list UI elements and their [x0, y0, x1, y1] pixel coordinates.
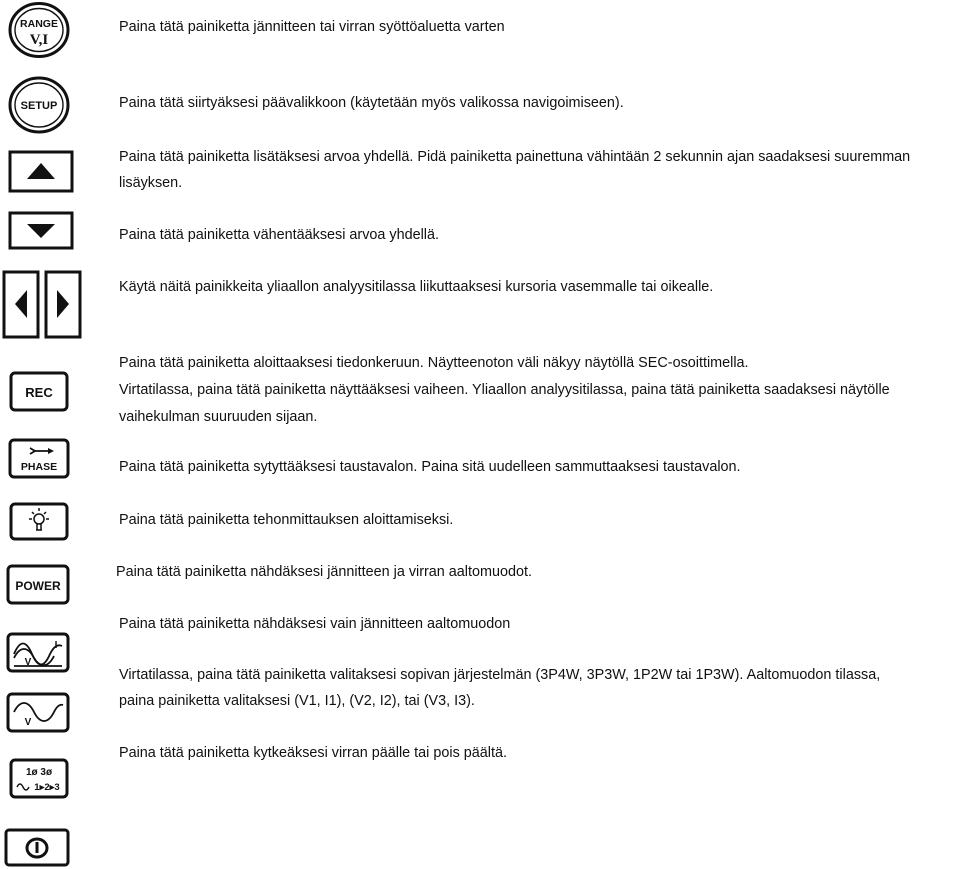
right-arrow-button[interactable] [44, 270, 82, 340]
vi-label: V,I [29, 32, 49, 48]
phase-description: Paina tätä painiketta sytyttääksesi taustavalon. Paina sitä uudelleen sammuttaaksesi taustavalon. [119, 459, 741, 475]
leftright-description: Käytä näitä painikkeita yliaallon analyysitilassa liikuttaaksesi kursoria vasemmalle tai oikealle. [119, 279, 714, 295]
power-label: POWER [15, 579, 61, 593]
left-arrow-button[interactable] [2, 270, 40, 340]
setup-button[interactable] [8, 76, 70, 134]
waveform-vi-i-label: I [54, 640, 58, 651]
waveform-v-v-label: V [24, 717, 32, 728]
rec-label: REC [25, 385, 53, 400]
phase-select-top-label: 1ø 3ø [25, 767, 53, 778]
rec-description-line1: Paina tätä painiketta aloittaaksesi tiedonkeruun. Näytteenoton väli näkyy näytöllä SEC-osoittimella. [119, 355, 749, 371]
range-description: Paina tätä painiketta jännitteen tai virran syöttöaluetta varten [119, 19, 505, 35]
down-description: Paina tätä painiketta vähentääksesi arvoa yhdellä. [119, 227, 440, 243]
rec-description-line2: Virtatilassa, paina tätä painiketta näyttääksesi vaiheen. Yliaallon analyysitilassa, paina tätä painiketta saadaksesi näytölle [119, 382, 890, 398]
waveform-vi-v-label: V [24, 657, 32, 668]
phase-button[interactable] [8, 438, 70, 480]
waveform-v-button[interactable] [6, 692, 70, 734]
up-description-line1: Paina tätä painiketta lisätäksesi arvoa yhdellä. Pidä painiketta painettuna vähintään 2 sekunnin ajan saadaksesi suuremman [119, 149, 911, 165]
waveform-vi-button[interactable] [6, 632, 70, 674]
phase-select-description: Paina tätä painiketta kytkeäksesi virran päälle tai pois päältä. [119, 745, 507, 761]
waveform-vi-description: Paina tätä painiketta nähdäksesi vain jännitteen aaltomuodon [119, 616, 511, 632]
power-description: Paina tätä painiketta nähdäksesi jännitteen ja virran aaltomuodot. [116, 564, 533, 580]
setup-label: SETUP [20, 100, 58, 112]
range-label: RANGE [20, 18, 58, 30]
setup-description: Paina tätä siirtyäksesi päävalikkoon (käytetään myös valikossa navigoimiseen). [119, 95, 624, 111]
up-arrow-button[interactable] [8, 150, 74, 194]
waveform-v-description-line2: paina painiketta valitaksesi (V1, I1), (V2, I2), tai (V3, I3). [119, 693, 475, 709]
power-button[interactable] [6, 564, 70, 606]
phase-label: PHASE [20, 461, 58, 473]
rec-button[interactable] [9, 371, 69, 413]
power-toggle-button[interactable] [4, 828, 70, 868]
phase-select-button[interactable] [9, 758, 69, 800]
backlight-description: Paina tätä painiketta tehonmittauksen aloittamiseksi. [119, 512, 454, 528]
rec-description-line3: vaihekulman suuruuden sijaan. [119, 409, 318, 425]
up-description-line2: lisäyksen. [119, 175, 183, 191]
down-arrow-button[interactable] [8, 211, 74, 251]
waveform-v-description-line1: Virtatilassa, paina tätä painiketta valitaksesi sopivan järjestelmän (3P4W, 3P3W, 1P2W tai 1P3W). Aaltomuodon tilassa, [119, 667, 881, 683]
range-vi-button[interactable] [8, 2, 70, 58]
phase-select-bottom-label: 1▸2▸3 [34, 782, 60, 793]
backlight-button[interactable] [9, 502, 69, 542]
